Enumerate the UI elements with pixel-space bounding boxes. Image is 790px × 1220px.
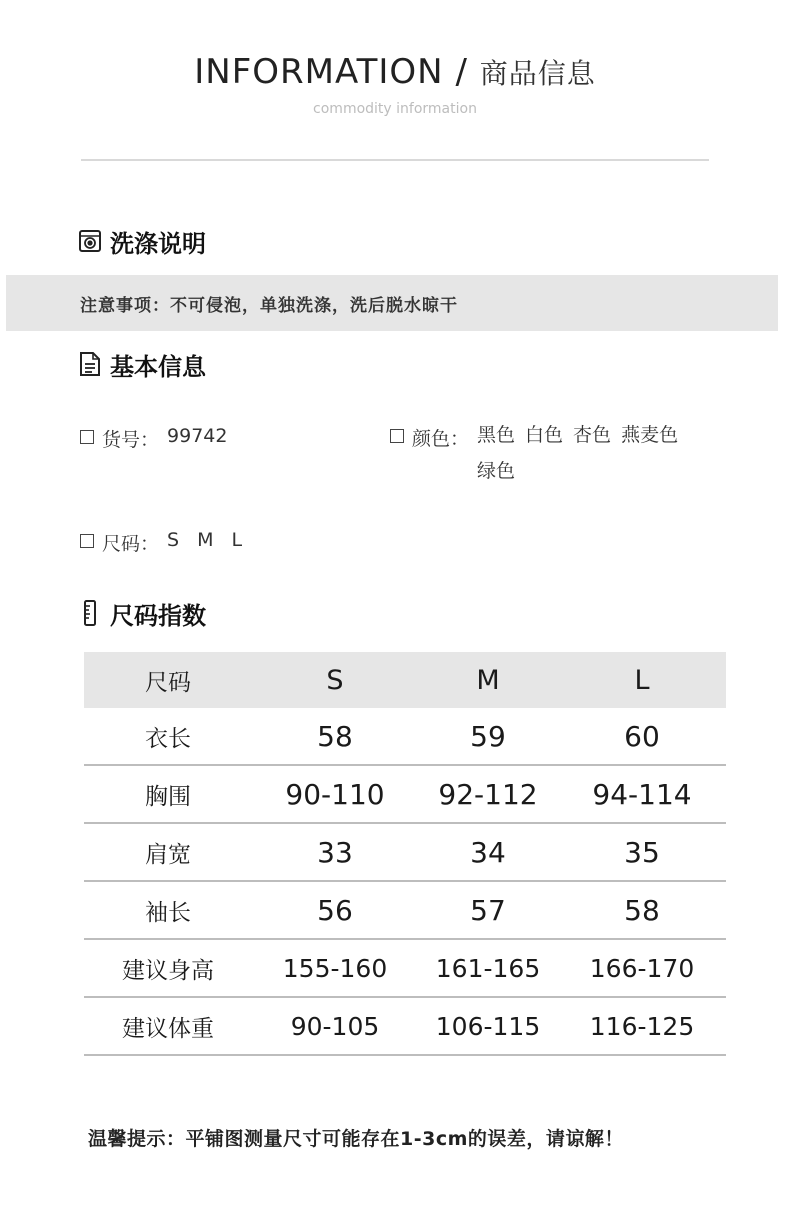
color-line (390, 424, 707, 489)
table-cell: 肩宽 (145, 841, 191, 868)
color-item: 杏色 (573, 424, 612, 446)
column-header: M (476, 664, 500, 696)
measurement-tip: 温馨提示：平铺图测量尺寸可能存在1-3cm的误差，请谅解！ (88, 1128, 624, 1150)
page-title (0, 52, 790, 92)
size-index-heading-label: 尺码指数 (110, 601, 206, 630)
page-subtitle: commodity information (313, 101, 477, 117)
column-header: S (326, 664, 344, 696)
title-separator: / (455, 52, 468, 92)
table-cell: 166-170 (589, 953, 695, 983)
table-cell: 90-105 (290, 1011, 380, 1041)
table-row (84, 708, 726, 766)
table-cell: 34 (470, 835, 506, 869)
table-header-row (84, 652, 726, 708)
table-cell: 60 (624, 719, 660, 753)
washing-machine-icon (78, 229, 102, 253)
checkbox-icon (390, 429, 404, 443)
color-item: 黑色 (477, 424, 516, 446)
title-cn: 商品信息 (479, 57, 596, 90)
table-cell: 59 (470, 719, 506, 753)
table-row (84, 998, 726, 1056)
size-line (80, 529, 248, 556)
table-cell: 90-110 (285, 777, 385, 811)
table-cell: 161-165 (435, 953, 541, 983)
basic-info-heading-label: 基本信息 (110, 352, 206, 381)
table-cell: 92-112 (438, 777, 538, 811)
table-row (84, 766, 726, 824)
table-cell: 56 (317, 893, 353, 927)
color-item: 白色 (525, 424, 564, 446)
table-cell: 106-115 (435, 1011, 541, 1041)
table-cell: 116-125 (589, 1011, 695, 1041)
table-row (84, 882, 726, 940)
color-label: 颜色： (412, 428, 470, 450)
title-en: INFORMATION (194, 52, 444, 92)
column-header: L (634, 664, 650, 696)
color-item: 绿色 (477, 460, 516, 482)
color-list (477, 417, 707, 489)
wash-heading-label: 洗涤说明 (110, 229, 206, 258)
table-row (84, 824, 726, 882)
checkbox-icon (80, 430, 94, 444)
table-cell: 35 (624, 835, 660, 869)
table-row (84, 940, 726, 998)
table-cell: 袖长 (145, 899, 191, 926)
table-cell: 155-160 (282, 953, 388, 983)
table-cell: 建议身高 (122, 957, 214, 984)
size-index-heading (78, 596, 206, 630)
item-number: 99742 (167, 425, 228, 447)
table-cell: 建议体重 (122, 1015, 214, 1042)
table-cell: 衣长 (145, 725, 191, 752)
header-divider (81, 159, 709, 161)
table-cell: 58 (624, 893, 660, 927)
size-list: S M L (167, 529, 249, 551)
wash-note: 注意事项：不可侵泡，单独洗涤，洗后脱水晾干 (80, 296, 458, 316)
size-table (84, 652, 726, 1056)
color-item: 燕麦色 (621, 424, 679, 446)
document-icon (78, 352, 102, 376)
column-header: 尺码 (145, 669, 191, 696)
table-cell: 33 (317, 835, 353, 869)
item-number-label: 货号： (102, 429, 160, 451)
table-cell: 94-114 (592, 777, 692, 811)
size-label: 尺码： (102, 533, 160, 555)
table-cell: 58 (317, 719, 353, 753)
wash-heading (78, 224, 206, 258)
table-cell: 胸围 (145, 783, 191, 810)
basic-info-heading (78, 347, 206, 381)
ruler-icon (78, 601, 102, 625)
table-cell: 57 (470, 893, 506, 927)
item-number-line (80, 425, 227, 452)
checkbox-icon (80, 534, 94, 548)
